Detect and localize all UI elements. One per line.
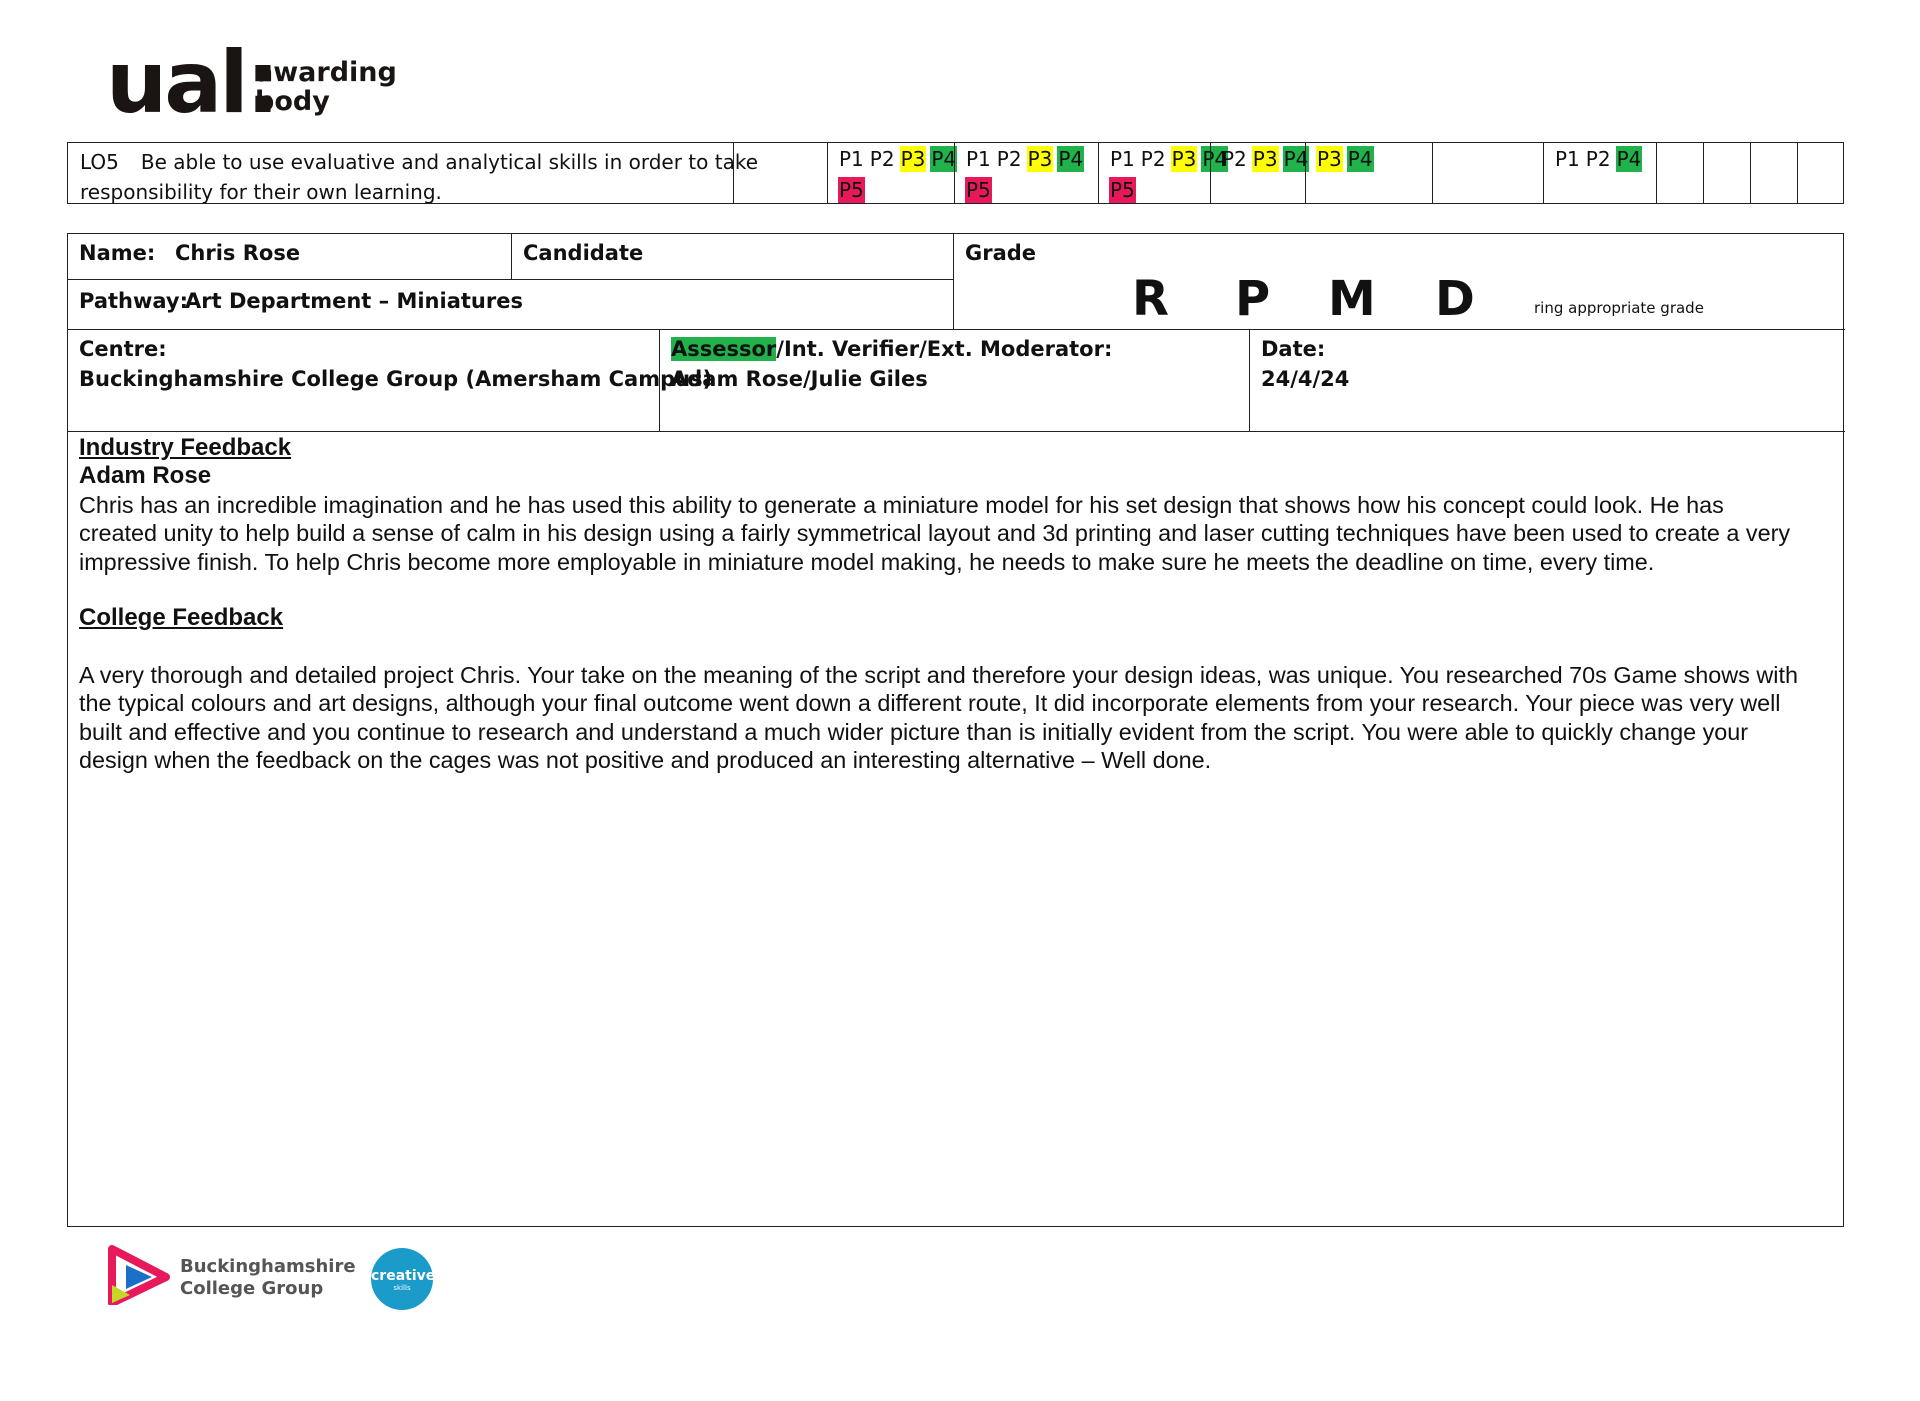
badge-text-skills: skills bbox=[393, 1284, 411, 1292]
assessor-label bbox=[671, 334, 1112, 364]
grade-option-m[interactable]: M bbox=[1328, 271, 1376, 327]
centre-label: Centre: bbox=[79, 337, 167, 361]
grade-option-p[interactable]: P bbox=[1235, 271, 1271, 327]
name-label: Name: bbox=[79, 241, 156, 265]
bcg-logo-text bbox=[180, 1256, 356, 1300]
extra-cell-2 bbox=[1703, 143, 1704, 203]
criteria-tag: P2 bbox=[869, 147, 895, 171]
college-feedback-text: A very thorough and detailed project Chris. Your take on the meaning of the script and therefore your design ideas, was unique. You researched 70s Game shows with the typical colours and art designs, although your final outcome went down a different route, It did incorporate elements from your research. Your piece was very well built and effective and you continue to research and understand a much wider picture than is initially evident from the script. You were able to quickly change your design when the feedback on the cages was not positive and produced an interesting alternative – Well done. bbox=[79, 662, 1798, 773]
criteria-cell-5 bbox=[1305, 143, 1432, 203]
criteria-tag: P5 bbox=[966, 178, 991, 202]
lo-code: LO5 bbox=[80, 150, 119, 174]
lo-blank-cell bbox=[733, 143, 734, 203]
grade-label: Grade bbox=[965, 241, 1037, 265]
criteria-tag: P4 bbox=[1347, 147, 1373, 171]
bcg-line2: College Group bbox=[180, 1278, 324, 1299]
pathway-label: Pathway: bbox=[79, 289, 188, 313]
assessor-value: Adam Rose/Julie Giles bbox=[671, 367, 928, 391]
criteria-tag: P1 bbox=[839, 147, 864, 171]
criteria-tag: P4 bbox=[1616, 147, 1642, 171]
criteria-tag: P2 bbox=[1222, 147, 1247, 171]
criteria-cell-3 bbox=[1098, 143, 1228, 203]
criteria-tag: P2 bbox=[996, 147, 1022, 171]
extra-cell-3 bbox=[1750, 143, 1751, 203]
learning-outcome-row bbox=[67, 142, 1844, 204]
bcg-logo-icon bbox=[108, 1245, 170, 1305]
extra-cell-4 bbox=[1797, 143, 1798, 203]
industry-feedback-text: Chris has an incredible imagination and he has used this ability to generate a miniature model for his set design that shows how his concept could look. He has created unity to help build a sense of calm in his design using a fairly symmetrical layout and 3d printing and laser cutting techniques have been used to create a very impressive finish. To help Chris become more employable in miniature model making, he needs to make sure he meets the deadline on time, every time. bbox=[79, 492, 1791, 575]
date-label: Date: bbox=[1261, 337, 1326, 361]
criteria-tag: P2 bbox=[1585, 147, 1611, 171]
criteria-tag: P1 bbox=[1555, 147, 1580, 171]
ual-logo: ual: bbox=[106, 33, 278, 133]
criteria-tag: P4 bbox=[931, 147, 957, 171]
centre-value: Buckinghamshire College Group (Amersham Campus) bbox=[79, 367, 713, 391]
industry-feedback-heading: Industry Feedback bbox=[79, 434, 292, 461]
grade-instruction: ring appropriate grade bbox=[1534, 299, 1704, 317]
ual-logo-subtitle bbox=[255, 58, 397, 116]
grade-option-r[interactable]: R bbox=[1132, 271, 1169, 327]
criteria-tag: P2 bbox=[1140, 147, 1166, 171]
criteria-cell-4 bbox=[1210, 143, 1309, 203]
name-value: Chris Rose bbox=[175, 241, 301, 265]
bcg-line1: Buckinghamshire bbox=[180, 1256, 356, 1277]
criteria-tag: P1 bbox=[1110, 147, 1135, 171]
criteria-cell-1 bbox=[827, 143, 957, 203]
criteria-tag: P3 bbox=[1252, 147, 1278, 171]
criteria-tag: P1 bbox=[966, 147, 991, 171]
lo-description: Be able to use evaluative and analytical skills in order to take responsibility for their own learning. bbox=[80, 150, 758, 204]
logo-line-awarding: awarding bbox=[255, 57, 397, 88]
criteria-tag: P3 bbox=[1317, 147, 1342, 171]
industry-feedback-author: Adam Rose bbox=[79, 462, 212, 489]
grade-option-d[interactable]: D bbox=[1435, 271, 1475, 327]
criteria-cell-6 bbox=[1432, 143, 1543, 203]
logo-line-body: body bbox=[255, 86, 330, 117]
extra-cell-1 bbox=[1656, 143, 1657, 203]
learning-outcome-text bbox=[80, 147, 780, 207]
assessor-highlight: Assessor bbox=[671, 337, 777, 361]
criteria-tag: P3 bbox=[900, 147, 926, 171]
candidate-label: Candidate bbox=[523, 241, 644, 265]
criteria-tag: P5 bbox=[839, 178, 864, 202]
criteria-tag: P4 bbox=[1202, 147, 1228, 171]
creative-skills-badge bbox=[371, 1248, 436, 1310]
pathway-value: Art Department – Miniatures bbox=[185, 289, 523, 313]
criteria-cell-7 bbox=[1543, 143, 1656, 203]
badge-text-creative: creative bbox=[371, 1268, 436, 1284]
criteria-tag: P4 bbox=[1058, 147, 1084, 171]
assessor-label-rest: /Int. Verifier/Ext. Moderator: bbox=[776, 337, 1113, 361]
college-feedback-heading: College Feedback bbox=[79, 604, 284, 631]
criteria-tag: P3 bbox=[1027, 147, 1053, 171]
criteria-tag: P3 bbox=[1171, 147, 1197, 171]
date-value: 24/4/24 bbox=[1261, 367, 1350, 391]
criteria-tag: P5 bbox=[1110, 178, 1135, 202]
criteria-cell-2 bbox=[954, 143, 1098, 203]
feedback-form bbox=[67, 233, 1844, 1227]
criteria-tag: P4 bbox=[1283, 147, 1309, 171]
